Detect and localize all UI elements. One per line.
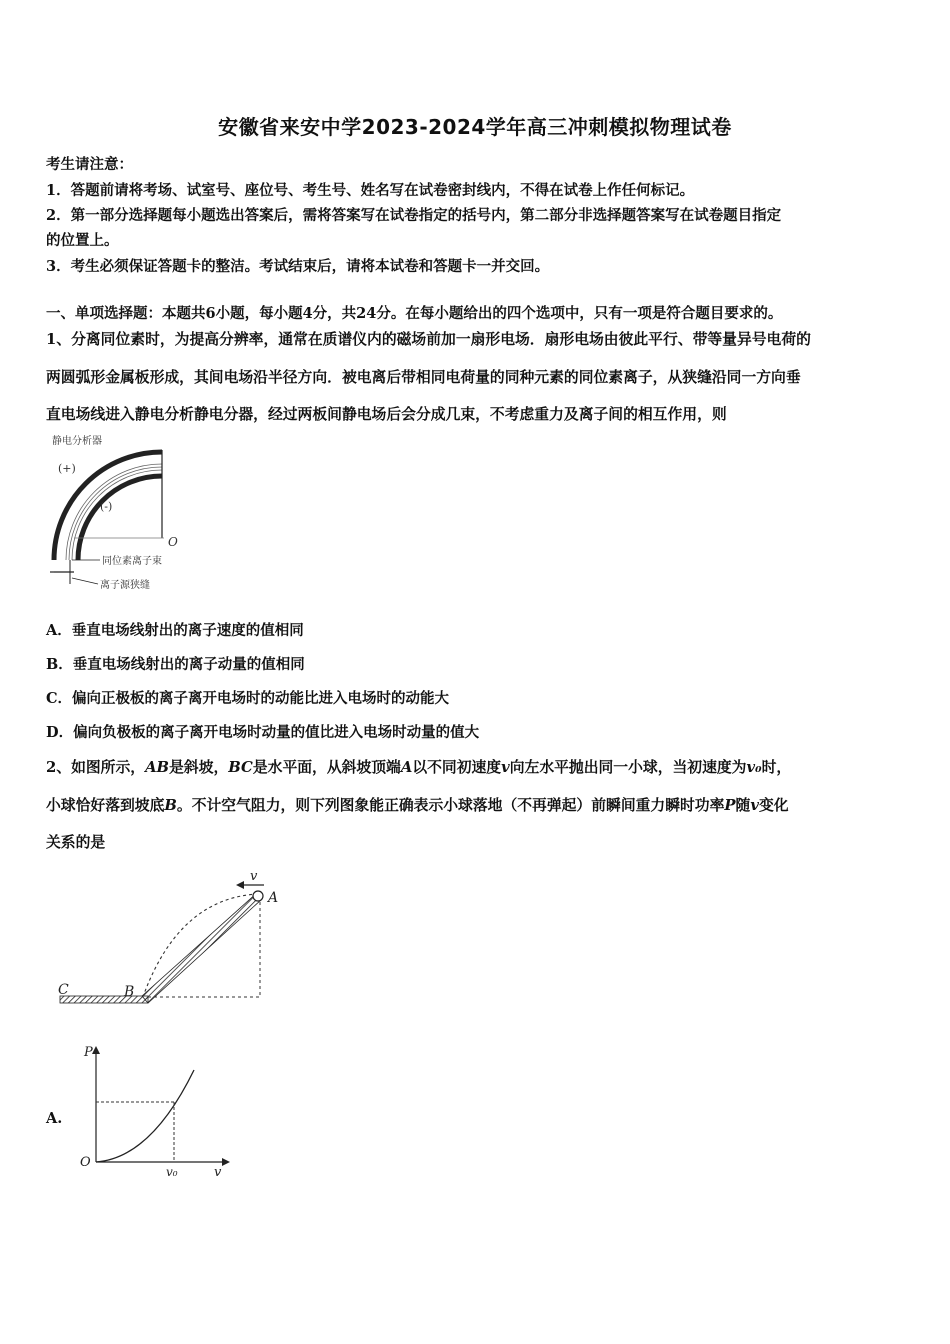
q2-line-1 — [46, 756, 906, 777]
q1-option-b: B．垂直电场线射出的离子动量的值相同 — [46, 656, 305, 673]
ground-bc — [60, 996, 148, 1003]
q2-l1-ab: AB — [145, 759, 170, 776]
q1-option-c: C．偏向正极板的离子离开电场时的动能比进入电场时的动能大 — [46, 690, 450, 707]
q2-option-a-label: A. — [46, 1110, 63, 1127]
q2-l1-text-2: 是斜坡， — [169, 759, 229, 776]
ball — [253, 891, 263, 901]
notice-item-2-cont: 的位置上。 — [46, 232, 119, 249]
q2-option-a-graph — [76, 1040, 236, 1180]
q1-option-a: A．垂直电场线射出的离子速度的值相同 — [46, 622, 304, 639]
origin-o-label: O — [168, 535, 178, 549]
q2-l1-text-4: 以不同初速度 — [412, 759, 502, 776]
slit-label: 离子源狭缝 — [100, 580, 150, 591]
point-b-label: B — [124, 984, 135, 1000]
axis-p-label: P — [84, 1045, 93, 1060]
q2-l2-v: v — [750, 797, 759, 814]
q2-l2-text-1: 小球恰好落到坡底 — [46, 797, 165, 814]
q2-l1-bc: BC — [228, 759, 253, 776]
q2-l1-a: A — [400, 759, 413, 776]
power-curve — [96, 1070, 194, 1162]
q2-l2-p: P — [724, 797, 736, 814]
q2-l2-text-3: 随 — [735, 797, 751, 814]
q2-l1-v0: v₀ — [746, 759, 762, 776]
q1-option-d: D．偏向负极板的离子离开电场时动量的值比进入电场时动量的值大 — [46, 724, 480, 741]
notice-item-3: 3．考生必须保证答题卡的整洁。考试结束后，请将本试卷和答题卡一并交回。 — [46, 258, 550, 275]
notice-item-1: 1．答题前请将考场、试室号、座位号、考生号、姓名写在试卷密封线内，不得在试卷上作任何标记。 — [46, 182, 695, 199]
q2-l1-text-1: 2、如图所示， — [46, 759, 146, 776]
slope-ab — [142, 892, 262, 1003]
notice-heading: 考生请注意： — [46, 156, 133, 173]
q2-slope-figure — [50, 868, 290, 1013]
q1-line-3: 直电场线进入静电分析静电分器，经过两板间静电场后会分成几束，不考虑重力及离子间的相互作用，则 — [46, 406, 727, 423]
q2-l1-text-6: 时， — [761, 759, 792, 776]
q1-analyzer-figure — [40, 432, 200, 600]
q2-line-3: 关系的是 — [46, 834, 106, 851]
notice-item-2: 2．第一部分选择题每小题选出答案后，需将答案写在试卷指定的括号内，第二部分非选择题答案写在试卷题目指定 — [46, 207, 782, 224]
plus-label: (+) — [58, 462, 76, 475]
velocity-label: v — [250, 869, 258, 884]
exam-title: 安徽省来安中学2023-2024学年高三冲刺模拟物理试卷 — [218, 115, 732, 139]
q2-l1-text-5: 向左水平抛出同一小球，当初速度为 — [509, 759, 747, 776]
tick-v0-label: v₀ — [166, 1165, 178, 1179]
section1-heading: 一、单项选择题：本题共6小题，每小题4分，共24分。在每小题给出的四个选项中，只有一项是符合题目要求的。 — [46, 305, 783, 322]
q2-l2-b: B — [164, 797, 177, 814]
origin-label: O — [80, 1155, 91, 1170]
q2-l2-text-2: 。不计空气阻力，则下列图象能正确表示小球落地（不再弹起）前瞬间重力瞬时功率 — [176, 797, 725, 814]
q1-line-1: 1、分离同位素时，为提高分辨率，通常在质谱仪内的磁场前加一扇形电场．扇形电场由彼此平行、带等量异号电荷的 — [46, 331, 811, 348]
negative-plate — [78, 476, 162, 560]
q2-l1-v: v — [501, 759, 510, 776]
point-a-label: A — [268, 890, 279, 906]
minus-label: (-) — [100, 500, 113, 513]
analyzer-label: 静电分析器 — [52, 436, 102, 447]
q2-line-2 — [46, 794, 906, 815]
q2-l1-text-3: 是水平面，从斜坡顶端 — [252, 759, 401, 776]
beam-label: 同位素离子束 — [102, 556, 162, 567]
axis-v-label: v — [214, 1165, 222, 1180]
point-c-label: C — [58, 982, 69, 998]
q2-l2-text-4: 变化 — [758, 797, 789, 814]
q1-line-2: 两圆弧形金属板形成，其间电场沿半径方向．被电离后带相同电荷量的同种元素的同位素离子，从狭缝沿同一方向垂 — [46, 369, 801, 386]
